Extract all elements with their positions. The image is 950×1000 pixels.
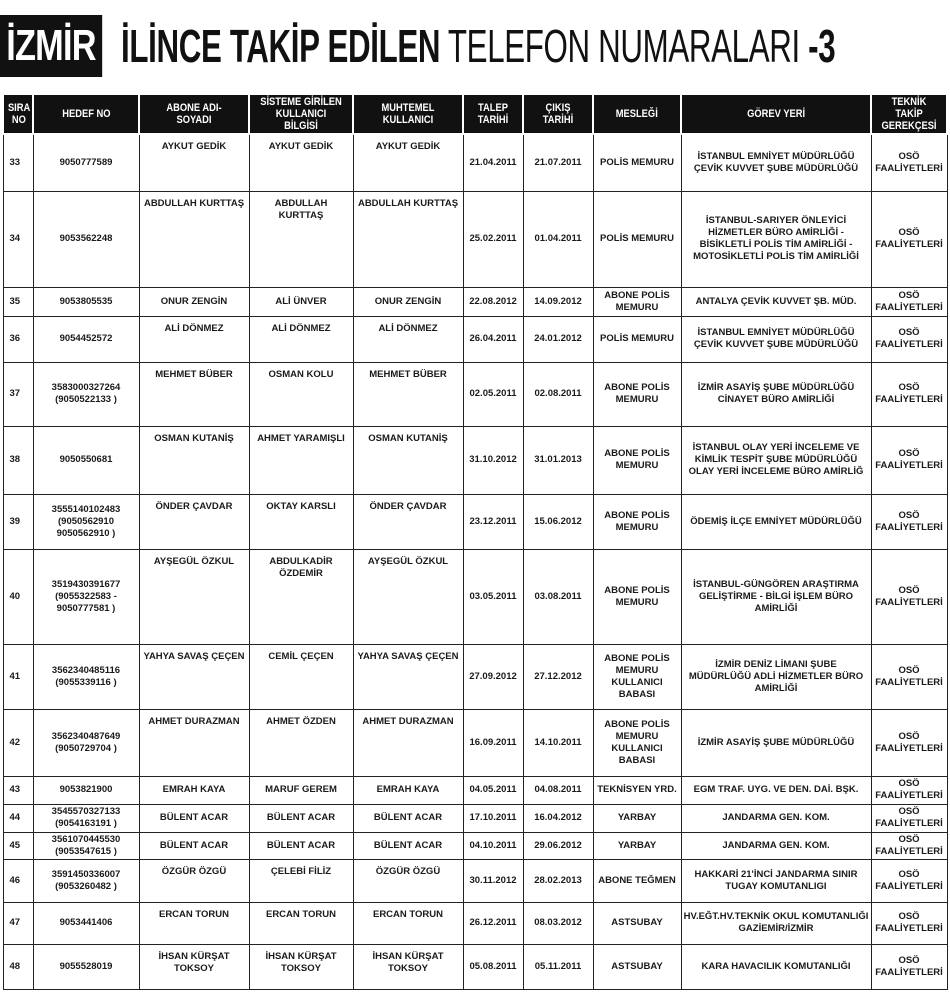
- cell-meslek: ASTSUBAY: [593, 902, 681, 944]
- cell-abone: YAHYA SAVAŞ ÇEÇEN: [139, 644, 249, 709]
- cell-muhtemel: ERCAN TORUN: [353, 902, 463, 944]
- cell-hedef-no: 3583000327264 (9050522133 ): [33, 362, 139, 426]
- table-row: [3, 191, 947, 287]
- cell-sira-no: 47: [3, 902, 33, 944]
- cell-hedef-no: 3555140102483 (9050562910 9050562910 ): [33, 494, 139, 549]
- cell-hedef-no: 3561070445530 (9053547615 ): [33, 832, 139, 859]
- cell-gorev: İZMİR DENİZ LİMANI ŞUBE MÜDÜRLÜĞÜ ADLİ HİZMETLER BÜRO AMİRLİĞİ: [681, 644, 871, 709]
- cell-sira-no: 33: [3, 134, 33, 191]
- cell-sira-no: 40: [3, 549, 33, 644]
- col-header-gorev: GÖREV YERİ: [681, 95, 871, 134]
- cell-abone: AYKUT GEDİK: [139, 134, 249, 191]
- cell-gorev: İSTANBUL-SARIYER ÖNLEYİCİ HİZMETLER BÜRO AMİRLİĞİ - BİSİKLETLİ POLİS TİM AMİRLİĞİ - MOTOSİKLETLİ POLİS TİM AMİRLİĞİ: [681, 191, 871, 287]
- cell-talep: 22.08.2012: [463, 287, 523, 316]
- cell-gerekce: OSÖ FAALİYETLERİ: [871, 709, 947, 776]
- cell-meslek: ABONE POLİS MEMURU KULLANICI BABASI: [593, 709, 681, 776]
- cell-gerekce: OSÖ FAALİYETLERİ: [871, 776, 947, 804]
- cell-sistem: ÇELEBİ FİLİZ: [249, 859, 353, 902]
- cell-hedef-no: 3519430391677 (9055322583 - 9050777581 ): [33, 549, 139, 644]
- cell-hedef-no: 9053441406: [33, 902, 139, 944]
- cell-cikis: 16.04.2012: [523, 804, 593, 832]
- cell-gorev: HV.EĞT.HV.TEKNİK OKUL KOMUTANLIĞI GAZİEMİR/İZMİR: [681, 902, 871, 944]
- cell-abone: ALİ DÖNMEZ: [139, 316, 249, 362]
- cell-muhtemel: MEHMET BÜBER: [353, 362, 463, 426]
- cell-hedef-no: 9055528019: [33, 944, 139, 989]
- cell-gerekce: OSÖ FAALİYETLERİ: [871, 494, 947, 549]
- cell-meslek: TEKNİSYEN YRD.: [593, 776, 681, 804]
- table-row: [3, 362, 947, 426]
- table-row: [3, 426, 947, 494]
- cell-hedef-no: 9053805535: [33, 287, 139, 316]
- title-bold: İLİNCE TAKİP EDİLEN: [120, 20, 440, 72]
- cell-gorev: ÖDEMİŞ İLÇE EMNİYET MÜDÜRLÜĞÜ: [681, 494, 871, 549]
- cell-sira-no: 35: [3, 287, 33, 316]
- col-header-abone: ABONE ADI-SOYADI: [139, 95, 249, 134]
- table-body: [3, 134, 947, 989]
- title-light: TELEFON NUMARALARI: [447, 20, 800, 72]
- table-row: [3, 287, 947, 316]
- cell-muhtemel: ONUR ZENGİN: [353, 287, 463, 316]
- cell-sira-no: 34: [3, 191, 33, 287]
- cell-cikis: 05.11.2011: [523, 944, 593, 989]
- cell-cikis: 14.10.2011: [523, 709, 593, 776]
- cell-talep: 04.05.2011: [463, 776, 523, 804]
- cell-talep: 25.02.2011: [463, 191, 523, 287]
- col-header-sira-no: SIRA NO: [3, 95, 33, 134]
- cell-abone: AHMET DURAZMAN: [139, 709, 249, 776]
- cell-gerekce: OSÖ FAALİYETLERİ: [871, 191, 947, 287]
- title-city-box: İZMİR: [0, 15, 102, 77]
- cell-sira-no: 39: [3, 494, 33, 549]
- cell-meslek: POLİS MEMURU: [593, 316, 681, 362]
- cell-talep: 17.10.2011: [463, 804, 523, 832]
- cell-talep: 16.09.2011: [463, 709, 523, 776]
- table-row: [3, 549, 947, 644]
- cell-meslek: YARBAY: [593, 804, 681, 832]
- cell-gerekce: OSÖ FAALİYETLERİ: [871, 832, 947, 859]
- cell-cikis: 31.01.2013: [523, 426, 593, 494]
- cell-cikis: 21.07.2011: [523, 134, 593, 191]
- table-row: [3, 644, 947, 709]
- table-row: [3, 776, 947, 804]
- cell-abone: ÖNDER ÇAVDAR: [139, 494, 249, 549]
- cell-sira-no: 41: [3, 644, 33, 709]
- cell-muhtemel: ÖNDER ÇAVDAR: [353, 494, 463, 549]
- col-header-meslek: MESLEĞİ: [593, 95, 681, 134]
- cell-sistem: BÜLENT ACAR: [249, 804, 353, 832]
- cell-gerekce: OSÖ FAALİYETLERİ: [871, 644, 947, 709]
- col-header-talep: TALEP TARİHİ: [463, 95, 523, 134]
- cell-gerekce: OSÖ FAALİYETLERİ: [871, 944, 947, 989]
- cell-abone: MEHMET BÜBER: [139, 362, 249, 426]
- cell-gerekce: OSÖ FAALİYETLERİ: [871, 316, 947, 362]
- cell-sistem: İHSAN KÜRŞAT TOKSOY: [249, 944, 353, 989]
- cell-sistem: ERCAN TORUN: [249, 902, 353, 944]
- cell-abone: OSMAN KUTANİŞ: [139, 426, 249, 494]
- cell-gorev: İSTANBUL OLAY YERİ İNCELEME VE KİMLİK TESPİT ŞUBE MÜDÜRLÜĞÜ OLAY YERİ İNCELEME BÜRO AMİRLİĞ: [681, 426, 871, 494]
- cell-sistem: AYKUT GEDİK: [249, 134, 353, 191]
- table-row: [3, 944, 947, 989]
- cell-talep: 30.11.2012: [463, 859, 523, 902]
- cell-cikis: 04.08.2011: [523, 776, 593, 804]
- table-row: [3, 134, 947, 191]
- table-row: [3, 494, 947, 549]
- cell-hedef-no: 3562340487649 (9050729704 ): [33, 709, 139, 776]
- col-header-cikis: ÇIKIŞ TARİHİ: [523, 95, 593, 134]
- cell-sistem: BÜLENT ACAR: [249, 832, 353, 859]
- page-title: [0, 15, 950, 77]
- cell-talep: 26.04.2011: [463, 316, 523, 362]
- cell-talep: 27.09.2012: [463, 644, 523, 709]
- cell-cikis: 27.12.2012: [523, 644, 593, 709]
- cell-cikis: 28.02.2013: [523, 859, 593, 902]
- cell-sistem: ABDULLAH KURTTAŞ: [249, 191, 353, 287]
- col-header-gerekce: TEKNİK TAKİP GEREKÇESİ: [871, 95, 947, 134]
- cell-meslek: ABONE TEĞMEN: [593, 859, 681, 902]
- col-header-hedef-no: HEDEF NO: [33, 95, 139, 134]
- cell-muhtemel: YAHYA SAVAŞ ÇEÇEN: [353, 644, 463, 709]
- cell-muhtemel: ÖZGÜR ÖZGÜ: [353, 859, 463, 902]
- cell-sira-no: 48: [3, 944, 33, 989]
- cell-hedef-no: 9054452572: [33, 316, 139, 362]
- cell-gorev: ANTALYA ÇEVİK KUVVET ŞB. MÜD.: [681, 287, 871, 316]
- title-number: -3: [807, 20, 836, 72]
- cell-talep: 21.04.2011: [463, 134, 523, 191]
- cell-gorev: HAKKARİ 21'İNCİ JANDARMA SINIR TUGAY KOMUTANLIGI: [681, 859, 871, 902]
- cell-hedef-no: 3591450336007 (9053260482 ): [33, 859, 139, 902]
- cell-talep: 02.05.2011: [463, 362, 523, 426]
- cell-gerekce: OSÖ FAALİYETLERİ: [871, 549, 947, 644]
- cell-gorev: KARA HAVACILIK KOMUTANLIĞI: [681, 944, 871, 989]
- cell-muhtemel: AYKUT GEDİK: [353, 134, 463, 191]
- cell-meslek: YARBAY: [593, 832, 681, 859]
- cell-sira-no: 42: [3, 709, 33, 776]
- table-row: [3, 316, 947, 362]
- cell-sira-no: 38: [3, 426, 33, 494]
- cell-muhtemel: AHMET DURAZMAN: [353, 709, 463, 776]
- cell-cikis: 03.08.2011: [523, 549, 593, 644]
- cell-cikis: 29.06.2012: [523, 832, 593, 859]
- cell-talep: 31.10.2012: [463, 426, 523, 494]
- cell-gerekce: OSÖ FAALİYETLERİ: [871, 287, 947, 316]
- cell-muhtemel: BÜLENT ACAR: [353, 832, 463, 859]
- cell-meslek: ASTSUBAY: [593, 944, 681, 989]
- cell-muhtemel: EMRAH KAYA: [353, 776, 463, 804]
- cell-hedef-no: 9050777589: [33, 134, 139, 191]
- cell-muhtemel: OSMAN KUTANİŞ: [353, 426, 463, 494]
- cell-meslek: ABONE POLİS MEMURU: [593, 549, 681, 644]
- cell-cikis: 01.04.2011: [523, 191, 593, 287]
- cell-sistem: MARUF GEREM: [249, 776, 353, 804]
- cell-talep: 26.12.2011: [463, 902, 523, 944]
- cell-sira-no: 46: [3, 859, 33, 902]
- cell-gerekce: OSÖ FAALİYETLERİ: [871, 902, 947, 944]
- cell-abone: EMRAH KAYA: [139, 776, 249, 804]
- cell-sistem: ALİ DÖNMEZ: [249, 316, 353, 362]
- cell-cikis: 24.01.2012: [523, 316, 593, 362]
- cell-abone: BÜLENT ACAR: [139, 804, 249, 832]
- cell-sistem: AHMET YARAMIŞLI: [249, 426, 353, 494]
- col-header-muhtemel: MUHTEMEL KULLANICI: [353, 95, 463, 134]
- title-text: [121, 17, 835, 75]
- cell-meslek: ABONE POLİS MEMURU: [593, 494, 681, 549]
- cell-meslek: ABONE POLİS MEMURU: [593, 426, 681, 494]
- cell-abone: ÖZGÜR ÖZGÜ: [139, 859, 249, 902]
- cell-muhtemel: İHSAN KÜRŞAT TOKSOY: [353, 944, 463, 989]
- col-header-sistem: SİSTEME GİRİLEN KULLANICI BİLGİSİ: [249, 95, 353, 134]
- cell-hedef-no: 3545570327133 (9054163191 ): [33, 804, 139, 832]
- cell-cikis: 08.03.2012: [523, 902, 593, 944]
- cell-sistem: OKTAY KARSLI: [249, 494, 353, 549]
- cell-gorev: İZMİR ASAYİŞ ŞUBE MÜDÜRLÜĞÜ: [681, 709, 871, 776]
- table-header-row: [3, 95, 947, 134]
- cell-cikis: 02.08.2011: [523, 362, 593, 426]
- cell-cikis: 14.09.2012: [523, 287, 593, 316]
- cell-sistem: CEMİL ÇEÇEN: [249, 644, 353, 709]
- cell-meslek: ABONE POLİS MEMURU KULLANICI BABASI: [593, 644, 681, 709]
- cell-gorev: JANDARMA GEN. KOM.: [681, 832, 871, 859]
- cell-hedef-no: 9053562248: [33, 191, 139, 287]
- cell-talep: 03.05.2011: [463, 549, 523, 644]
- cell-gerekce: OSÖ FAALİYETLERİ: [871, 362, 947, 426]
- cell-sira-no: 45: [3, 832, 33, 859]
- cell-hedef-no: 9050550681: [33, 426, 139, 494]
- cell-abone: İHSAN KÜRŞAT TOKSOY: [139, 944, 249, 989]
- cell-sira-no: 43: [3, 776, 33, 804]
- cell-sira-no: 44: [3, 804, 33, 832]
- cell-sistem: ALİ ÜNVER: [249, 287, 353, 316]
- table-row: [3, 709, 947, 776]
- cell-talep: 23.12.2011: [463, 494, 523, 549]
- cell-muhtemel: ALİ DÖNMEZ: [353, 316, 463, 362]
- cell-meslek: ABONE POLİS MEMURU: [593, 362, 681, 426]
- cell-sira-no: 37: [3, 362, 33, 426]
- cell-abone: ERCAN TORUN: [139, 902, 249, 944]
- cell-meslek: ABONE POLİS MEMURU: [593, 287, 681, 316]
- cell-muhtemel: AYŞEGÜL ÖZKUL: [353, 549, 463, 644]
- cell-hedef-no: 3562340485116 (9055339116 ): [33, 644, 139, 709]
- phone-tracking-table: [2, 95, 948, 990]
- cell-sistem: ABDULKADİR ÖZDEMİR: [249, 549, 353, 644]
- cell-cikis: 15.06.2012: [523, 494, 593, 549]
- cell-muhtemel: BÜLENT ACAR: [353, 804, 463, 832]
- cell-gorev: İSTANBUL EMNİYET MÜDÜRLÜĞÜ ÇEVİK KUVVET ŞUBE MÜDÜRLÜĞÜ: [681, 316, 871, 362]
- cell-gerekce: OSÖ FAALİYETLERİ: [871, 804, 947, 832]
- table-row: [3, 902, 947, 944]
- cell-talep: 04.10.2011: [463, 832, 523, 859]
- cell-sistem: OSMAN KOLU: [249, 362, 353, 426]
- cell-muhtemel: ABDULLAH KURTTAŞ: [353, 191, 463, 287]
- cell-meslek: POLİS MEMURU: [593, 134, 681, 191]
- cell-gorev: İZMİR ASAYİŞ ŞUBE MÜDÜRLÜĞÜ CİNAYET BÜRO AMİRLİĞİ: [681, 362, 871, 426]
- cell-gorev: JANDARMA GEN. KOM.: [681, 804, 871, 832]
- table-row: [3, 859, 947, 902]
- cell-gorev: İSTANBUL EMNİYET MÜDÜRLÜĞÜ ÇEVİK KUVVET ŞUBE MÜDÜRLÜĞÜ: [681, 134, 871, 191]
- cell-gorev: EGM TRAF. UYG. VE DEN. DAİ. BŞK.: [681, 776, 871, 804]
- cell-gorev: İSTANBUL-GÜNGÖREN ARAŞTIRMA GELİŞTİRME - BİLGİ İŞLEM BÜRO AMİRLİĞİ: [681, 549, 871, 644]
- cell-abone: ONUR ZENGİN: [139, 287, 249, 316]
- table-row: [3, 832, 947, 859]
- cell-gerekce: OSÖ FAALİYETLERİ: [871, 426, 947, 494]
- cell-abone: BÜLENT ACAR: [139, 832, 249, 859]
- cell-hedef-no: 9053821900: [33, 776, 139, 804]
- cell-meslek: POLİS MEMURU: [593, 191, 681, 287]
- cell-talep: 05.08.2011: [463, 944, 523, 989]
- table-row: [3, 804, 947, 832]
- cell-sira-no: 36: [3, 316, 33, 362]
- cell-gerekce: OSÖ FAALİYETLERİ: [871, 134, 947, 191]
- cell-abone: ABDULLAH KURTTAŞ: [139, 191, 249, 287]
- cell-abone: AYŞEGÜL ÖZKUL: [139, 549, 249, 644]
- cell-sistem: AHMET ÖZDEN: [249, 709, 353, 776]
- cell-gerekce: OSÖ FAALİYETLERİ: [871, 859, 947, 902]
